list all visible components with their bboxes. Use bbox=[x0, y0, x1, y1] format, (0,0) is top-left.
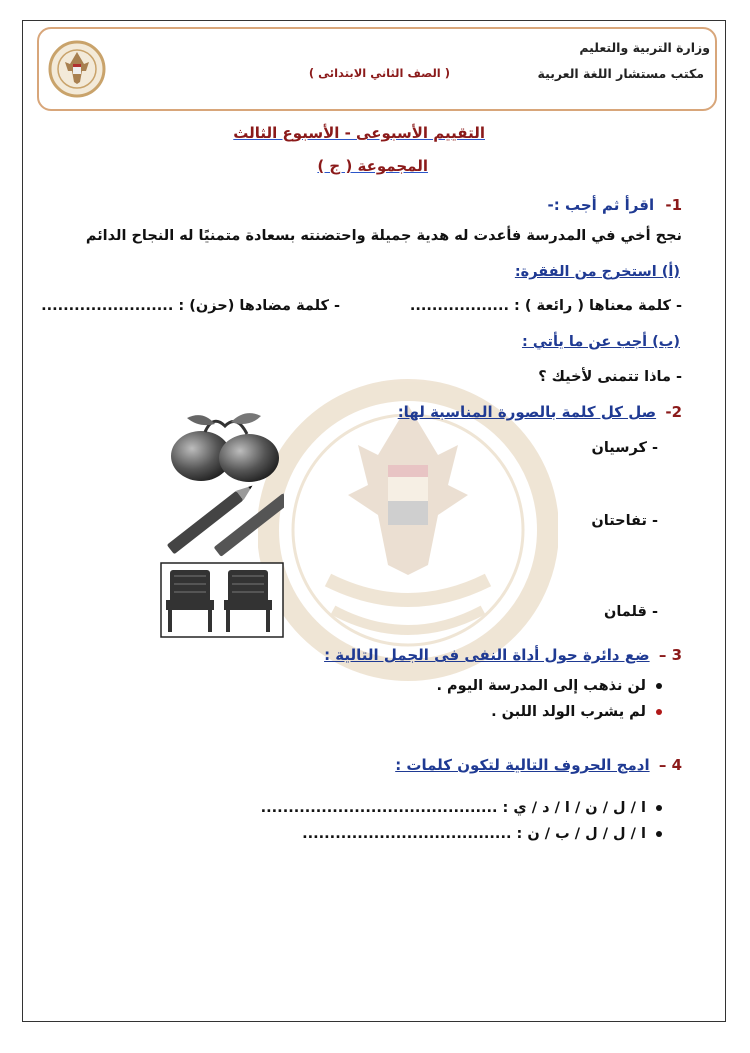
q2-word-chairs: - كرسيان bbox=[591, 440, 658, 456]
q4-heading-text: ادمج الحروف التالية لتكون كلمات : bbox=[395, 756, 650, 774]
q4-item-2: ا / ل / ل / ب / ن : ...................................... bbox=[302, 826, 662, 842]
q3-number: 3 – bbox=[658, 646, 682, 664]
q3-sentence-1: لن نذهب إلى المدرسة اليوم . bbox=[436, 678, 662, 694]
q1-heading-text: اقرأ ثم أجب :- bbox=[547, 196, 655, 214]
q1-part-b: (ب) أجب عن ما يأتي : bbox=[521, 334, 680, 350]
q3-sentence-2: لم يشرب الولد اللبن . bbox=[491, 704, 662, 720]
ministry-logo-icon bbox=[48, 40, 106, 98]
bullet-icon bbox=[656, 831, 662, 837]
q1-number: 1- bbox=[665, 196, 682, 214]
q1-passage: نجح أخي في المدرسة فأعدت له هدية جميلة واحتضنته بسعادة متمنيًا له النجاح الدائم bbox=[85, 228, 682, 244]
ministry-name: وزارة التربية والتعليم bbox=[579, 40, 710, 55]
q1-question: - ماذا تتمنى لأخيك ؟ bbox=[538, 369, 682, 385]
bullet-icon bbox=[656, 805, 662, 811]
q4-item-1: ا / ل / ن / ا / د / ي : ........................................... bbox=[261, 800, 662, 816]
q2-word-pens: - قلمان bbox=[603, 604, 658, 620]
assessment-title: التقييم الأسبوعى - الأسبوع الثالث bbox=[233, 124, 485, 142]
q4-number: 4 – bbox=[658, 756, 682, 774]
q1-synonym: - كلمة معناها ( رائعة ) : .................. bbox=[409, 298, 682, 314]
group-title: المجموعة ( ج ) bbox=[317, 157, 428, 175]
q2-heading bbox=[398, 403, 682, 421]
apples-icon bbox=[165, 404, 283, 484]
q3-heading bbox=[324, 646, 682, 664]
bullet-icon bbox=[656, 683, 662, 689]
q1-heading bbox=[548, 196, 682, 214]
q2-word-apples: - تفاحتان bbox=[591, 513, 658, 529]
q2-number: 2- bbox=[665, 403, 682, 421]
chairs-icon bbox=[160, 562, 284, 638]
bullet-icon bbox=[656, 709, 662, 715]
office-name: مكتب مستشار اللغة العربية bbox=[537, 66, 704, 81]
grade-label: ( الصف الثاني الابتدائى ) bbox=[308, 66, 450, 80]
q3-heading-text: ضع دائرة حول أداة النفى فى الجمل التالية : bbox=[324, 646, 650, 664]
q4-heading bbox=[395, 756, 682, 774]
q1-part-a: (أ) استخرج من الفقرة: bbox=[514, 264, 680, 280]
pencils-icon bbox=[162, 485, 284, 563]
q1-antonym: - كلمة مضادها (حزن) : ........................ bbox=[41, 298, 340, 314]
q2-heading-text: صل كل كلمة بالصورة المناسبة لها: bbox=[397, 403, 657, 421]
